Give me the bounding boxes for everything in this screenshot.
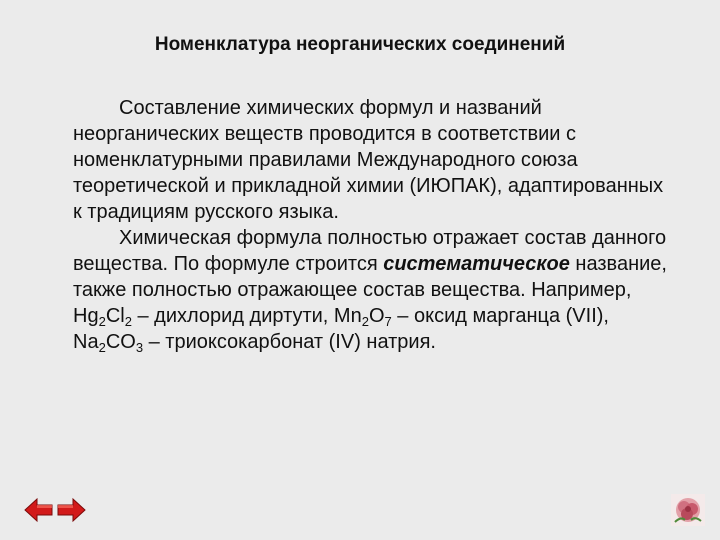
right-arrow-icon: [56, 496, 86, 524]
left-arrow-icon: [24, 496, 54, 524]
formula-mn2o7: $Mn_2O_7$: [333, 305, 392, 329]
rose-flower-icon: [671, 494, 705, 526]
emphasis-systematic: систематическое: [383, 253, 570, 275]
next-slide-button[interactable]: [56, 496, 86, 524]
paragraph-2-text-2: название, также полностью отражающее состав вещества. Например,: [73, 253, 667, 301]
formula-1-name: – дихлорид диртути,: [131, 305, 334, 327]
formula-2-name: – оксид марганца (VII),: [391, 305, 609, 327]
slide-body: [73, 95, 673, 355]
formula-hg2cl2: $Hg_2Cl_2$: [73, 305, 132, 329]
formula-3-name: – триоксокарбонат (IV) натрия.: [143, 331, 436, 353]
slide-navigation: [24, 496, 86, 524]
slide-title: Номенклатура неорганических соединений: [154, 34, 566, 55]
paragraph-2: [73, 225, 673, 355]
formula-na2co3: $Na_2CO_3$: [73, 331, 144, 355]
paragraph-1: Составление химических формул и названий неорганических веществ проводится в соответствии с номенклатурными правилами Международного союза теоретической и прикладной химии (ИЮПАК), адаптированных к традициям русского языка.: [73, 97, 664, 223]
previous-slide-button[interactable]: [24, 496, 54, 524]
paragraph-2-text-1: Химическая формула полностью отражает состав данного вещества. По формуле строится: [73, 227, 667, 275]
